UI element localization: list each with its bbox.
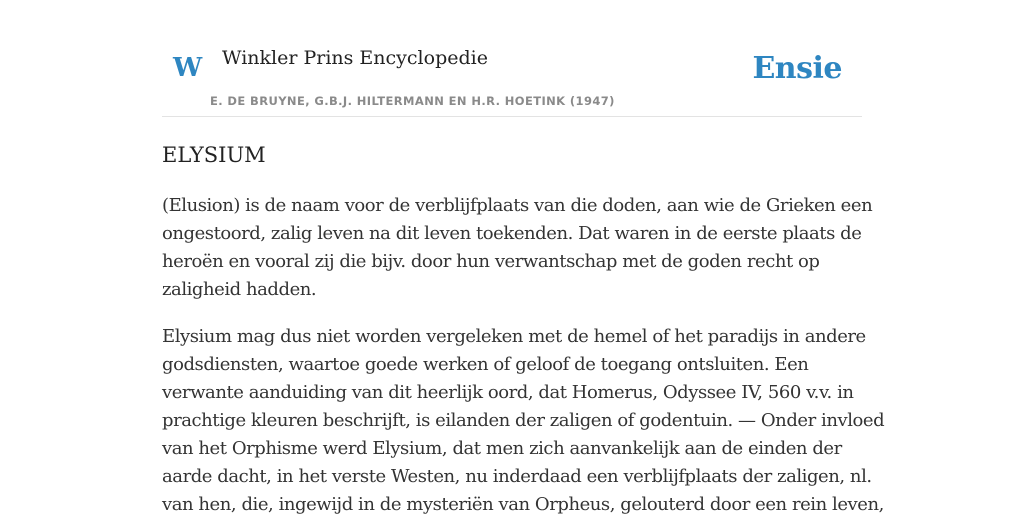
text-line: aarde dacht, in het verste Westen, nu inderdaad een verblijfplaats der zaligen, nl. bbox=[162, 466, 872, 487]
book-title-link[interactable]: Winkler Prins Encyclopedie bbox=[222, 47, 488, 69]
book-logo-icon[interactable]: W bbox=[173, 53, 203, 83]
entry-paragraph-2 bbox=[162, 323, 885, 519]
text-line: heroën en vooral zij die bijv. door hun verwantschap met de goden recht op bbox=[162, 251, 820, 272]
text-line: godsdiensten, waartoe goede werken of geloof de toegang ontsluiten. Een bbox=[162, 354, 809, 375]
text-line: prachtige kleuren beschrijft, is eilanden der zaligen of godentuin. — Onder invloed bbox=[162, 410, 885, 431]
text-line: ongestoord, zalig leven na dit leven toekenden. Dat waren in de eerste plaats de bbox=[162, 223, 862, 244]
text-line: Elysium mag dus niet worden vergeleken met de hemel of het paradijs in andere bbox=[162, 326, 866, 347]
page bbox=[162, 0, 885, 515]
text-line: zaligheid hadden. bbox=[162, 279, 317, 300]
site-header bbox=[162, 0, 862, 117]
entry-paragraph-1 bbox=[162, 192, 873, 304]
text-line: verwante aanduiding van dit heerlijk oord, dat Homerus, Odyssee IV, 560 v.v. in bbox=[162, 382, 854, 403]
ensie-logo[interactable]: Ensie bbox=[752, 51, 842, 86]
text-line: van hen, die, ingewijd in de mysteriën van Orpheus, gelouterd door een rein leven, bbox=[162, 494, 884, 515]
text-line: van het Orphisme werd Elysium, dat men zich aanvankelijk aan de einden der bbox=[162, 438, 842, 459]
book-authors: E. DE BRUYNE, G.B.J. HILTERMANN EN H.R. HOETINK (1947) bbox=[210, 94, 615, 108]
entry-title: ELYSIUM bbox=[162, 143, 266, 167]
text-line: (Elusion) is de naam voor de verblijfplaats van die doden, aan wie de Grieken een bbox=[162, 195, 873, 216]
